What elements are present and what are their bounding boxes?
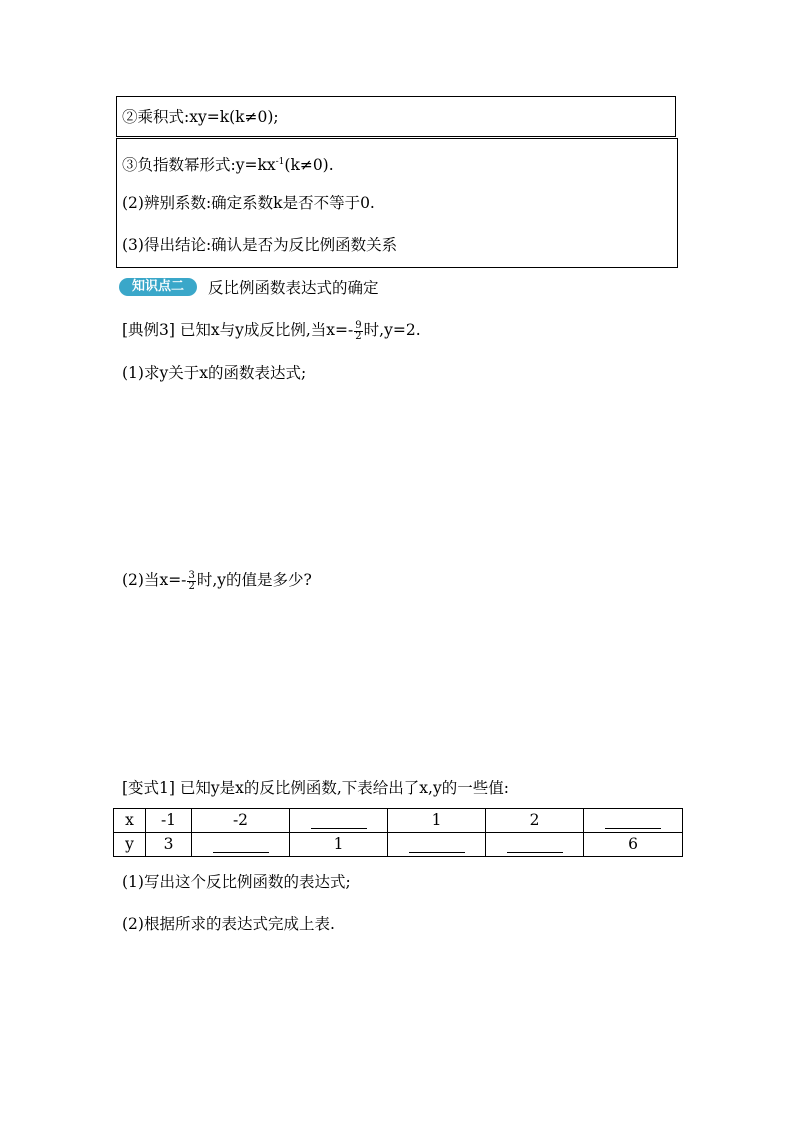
y-cell: 6 [584,833,683,857]
fraction-denominator: 2 [355,330,362,342]
product-form-line: ②乘积式:xy=k(k≠0); [122,108,279,126]
table-row-x [114,809,683,833]
fraction-numerator: 3 [188,569,195,581]
row-label-x: x [114,809,146,833]
variant1-intro: [变式1] 已知y是x的反比例函数,下表给出了x,y的一些值: [122,779,509,797]
example3-fraction [354,321,362,342]
xy-value-table [113,808,683,857]
negexp-form-prefix: ③负指数幂形式:y=kx [122,156,276,175]
q2-text-pre: (2)当x=- [122,571,187,589]
x-cell: -1 [146,809,192,833]
section-title: 反比例函数表达式的确定 [208,279,379,297]
y-blank-cell [388,833,486,857]
example3-question1: (1)求y关于x的函数表达式; [122,364,307,382]
negexp-form-suffix: (k≠0). [284,156,334,175]
fraction-numerator: 9 [355,319,362,331]
example3-question2 [122,570,312,592]
answer-blank[interactable] [409,838,465,853]
example3-statement [122,320,421,342]
y-cell: 1 [290,833,388,857]
negexp-exponent: -1 [275,157,285,167]
answer-blank[interactable] [213,838,269,853]
variant1-question1: (1)写出这个反比例函数的表达式; [122,873,351,891]
step2-line: (2)辨别系数:确定系数k是否不等于0. [122,194,375,212]
x-blank-cell [584,809,683,833]
variant1-question2: (2)根据所求的表达式完成上表. [122,915,335,933]
q2-fraction [187,571,195,592]
x-cell: 2 [486,809,584,833]
answer-blank[interactable] [605,814,661,829]
negexp-form-line [122,152,334,175]
table-row-y [114,833,683,857]
y-blank-cell [192,833,290,857]
x-cell: -2 [192,809,290,833]
answer-blank[interactable] [507,838,563,853]
step3-line: (3)得出结论:确认是否为反比例函数关系 [122,236,398,254]
q2-text-post: 时,y的值是多少? [196,571,312,589]
knowledge-point-badge: 知识点二 [119,278,197,296]
example3-text-post: 时,y=2. [363,321,421,339]
y-cell: 3 [146,833,192,857]
fraction-denominator: 2 [188,580,195,592]
answer-blank[interactable] [311,814,367,829]
row-label-y: y [114,833,146,857]
x-blank-cell [290,809,388,833]
x-cell: 1 [388,809,486,833]
example3-text-pre: [典例3] 已知x与y成反比例,当x=- [122,321,354,339]
y-blank-cell [486,833,584,857]
